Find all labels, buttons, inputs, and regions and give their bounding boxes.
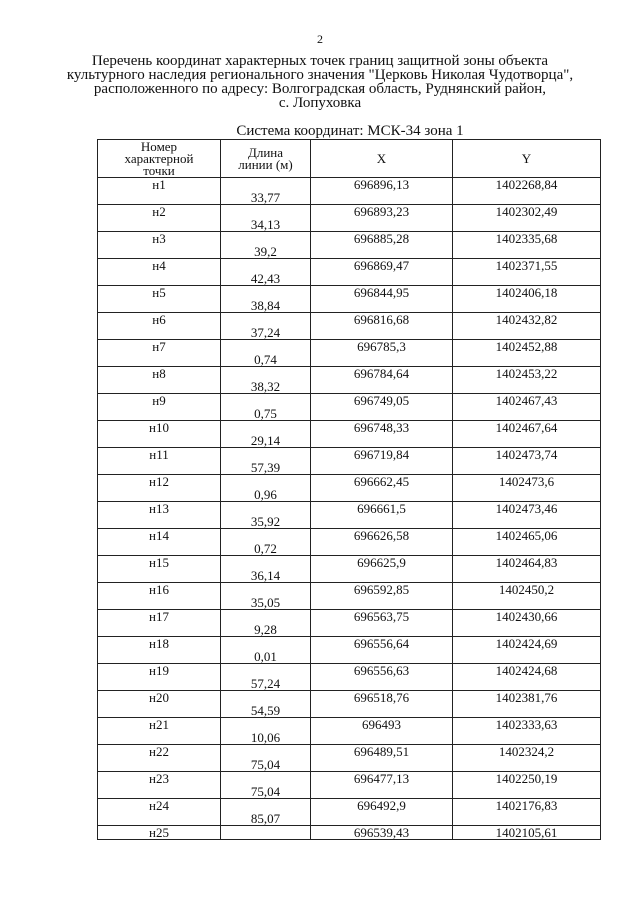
segment-length-cell: 0,96: [221, 488, 311, 502]
segment-length-row: [98, 623, 601, 637]
spacer-cell: [453, 380, 601, 394]
x-cell: 696896,13: [311, 178, 453, 192]
point-id-cell: н18: [98, 637, 221, 651]
length-cell-empty: [221, 394, 311, 408]
table-row: [98, 772, 601, 786]
length-cell-empty: [221, 583, 311, 597]
point-id-cell: н4: [98, 259, 221, 273]
header-text: линии (м): [238, 156, 293, 172]
segment-length-row: [98, 299, 601, 313]
spacer-cell: [311, 569, 453, 583]
table-body: [98, 178, 601, 840]
spacer-cell: [98, 461, 221, 475]
spacer-cell: [311, 704, 453, 718]
segment-length-cell: 0,01: [221, 650, 311, 664]
length-cell-empty: [221, 718, 311, 732]
spacer-cell: [311, 623, 453, 637]
spacer-cell: [311, 596, 453, 610]
spacer-cell: [311, 218, 453, 232]
length-cell-empty: [221, 637, 311, 651]
spacer-cell: [311, 191, 453, 205]
y-cell: 1402333,63: [453, 718, 601, 732]
spacer-cell: [311, 488, 453, 502]
y-cell: 1402430,66: [453, 610, 601, 624]
spacer-cell: [453, 272, 601, 286]
header-x: X: [311, 140, 453, 178]
table-row: [98, 232, 601, 246]
table-row: [98, 205, 601, 219]
spacer-cell: [453, 623, 601, 637]
segment-length-cell: 9,28: [221, 623, 311, 637]
spacer-cell: [311, 758, 453, 772]
y-cell: 1402467,43: [453, 394, 601, 408]
point-id-cell: н23: [98, 772, 221, 786]
document-title: [60, 54, 580, 110]
table-row: [98, 421, 601, 435]
spacer-cell: [98, 785, 221, 799]
coordinate-system-caption: Система координат: МСК-34 зона 1: [236, 123, 464, 139]
header-line-length: [221, 140, 311, 178]
length-cell-empty: [221, 232, 311, 246]
spacer-cell: [453, 191, 601, 205]
title-line: с. Лопуховка: [278, 95, 362, 111]
spacer-cell: [453, 407, 601, 421]
header-text: характерной: [124, 150, 194, 166]
spacer-cell: [98, 812, 221, 826]
y-cell: 1402406,18: [453, 286, 601, 300]
segment-length-cell: 57,24: [221, 677, 311, 691]
segment-length-row: [98, 218, 601, 232]
y-cell: 1402473,6: [453, 475, 601, 489]
length-cell-empty: [221, 313, 311, 327]
spacer-cell: [453, 569, 601, 583]
segment-length-cell: 57,39: [221, 461, 311, 475]
segment-length-row: [98, 407, 601, 421]
point-id-cell: н2: [98, 205, 221, 219]
point-id-cell: н16: [98, 583, 221, 597]
title-line: расположенного по адресу: Волгоградская область, Руднянский район,: [93, 81, 547, 97]
point-id-cell: н24: [98, 799, 221, 813]
y-cell: 1402464,83: [453, 556, 601, 570]
length-cell-empty: [221, 664, 311, 678]
y-cell: 1402250,19: [453, 772, 601, 786]
x-cell: 696661,5: [311, 502, 453, 516]
segment-length-row: [98, 569, 601, 583]
spacer-cell: [98, 650, 221, 664]
spacer-cell: [453, 245, 601, 259]
title-line: культурного наследия регионального значения "Церковь Николая Чудотворца",: [66, 67, 574, 83]
table-row: [98, 475, 601, 489]
segment-length-cell: 39,2: [221, 245, 311, 259]
length-cell-empty: [221, 745, 311, 759]
point-id-cell: н3: [98, 232, 221, 246]
point-id-cell: н20: [98, 691, 221, 705]
segment-length-row: [98, 785, 601, 799]
y-cell: 1402335,68: [453, 232, 601, 246]
segment-length-row: [98, 434, 601, 448]
y-cell: 1402176,83: [453, 799, 601, 813]
segment-length-cell: 0,72: [221, 542, 311, 556]
segment-length-cell: 36,14: [221, 569, 311, 583]
spacer-cell: [311, 461, 453, 475]
spacer-cell: [311, 677, 453, 691]
length-cell-empty: [221, 340, 311, 354]
y-cell: 1402424,68: [453, 664, 601, 678]
segment-length-row: [98, 677, 601, 691]
spacer-cell: [98, 488, 221, 502]
segment-length-cell: 38,32: [221, 380, 311, 394]
table-row: [98, 691, 601, 705]
table-row: [98, 367, 601, 381]
spacer-cell: [98, 704, 221, 718]
spacer-cell: [98, 218, 221, 232]
spacer-cell: [311, 785, 453, 799]
spacer-cell: [98, 542, 221, 556]
point-id-cell: н1: [98, 178, 221, 192]
header-point-number: [98, 140, 221, 178]
x-cell: 696816,68: [311, 313, 453, 327]
coordinates-table: [97, 139, 601, 840]
spacer-cell: [453, 785, 601, 799]
x-cell: 696749,05: [311, 394, 453, 408]
segment-length-row: [98, 191, 601, 205]
spacer-cell: [453, 218, 601, 232]
length-cell-empty: [221, 502, 311, 516]
spacer-cell: [311, 272, 453, 286]
x-cell: 696556,64: [311, 637, 453, 651]
point-id-cell: н14: [98, 529, 221, 543]
segment-length-cell: 85,07: [221, 812, 311, 826]
spacer-cell: [453, 515, 601, 529]
spacer-cell: [98, 407, 221, 421]
point-id-cell: н19: [98, 664, 221, 678]
segment-length-cell: 75,04: [221, 785, 311, 799]
y-cell: 1402105,61: [453, 826, 601, 840]
x-cell: 696563,75: [311, 610, 453, 624]
spacer-cell: [311, 380, 453, 394]
point-id-cell: н7: [98, 340, 221, 354]
segment-length-row: [98, 596, 601, 610]
segment-length-row: [98, 380, 601, 394]
y-cell: 1402371,55: [453, 259, 601, 273]
y-cell: 1402324,2: [453, 745, 601, 759]
y-cell: 1402268,84: [453, 178, 601, 192]
length-cell-empty: [221, 799, 311, 813]
point-id-cell: н8: [98, 367, 221, 381]
spacer-cell: [453, 758, 601, 772]
length-cell-empty: [221, 448, 311, 462]
point-id-cell: н5: [98, 286, 221, 300]
length-cell-empty: [221, 178, 311, 192]
segment-length-row: [98, 488, 601, 502]
spacer-cell: [453, 461, 601, 475]
point-id-cell: н12: [98, 475, 221, 489]
segment-length-row: [98, 245, 601, 259]
segment-length-cell: 29,14: [221, 434, 311, 448]
spacer-cell: [311, 731, 453, 745]
segment-length-cell: 34,13: [221, 218, 311, 232]
spacer-cell: [453, 542, 601, 556]
table-row: [98, 340, 601, 354]
table-header-row: [98, 140, 601, 178]
point-id-cell: н25: [98, 826, 221, 840]
segment-length-row: [98, 758, 601, 772]
segment-length-cell: 42,43: [221, 272, 311, 286]
point-id-cell: н6: [98, 313, 221, 327]
table-row: [98, 286, 601, 300]
segment-length-cell: 0,75: [221, 407, 311, 421]
spacer-cell: [311, 326, 453, 340]
point-id-cell: н11: [98, 448, 221, 462]
segment-length-row: [98, 515, 601, 529]
segment-length-cell: 75,04: [221, 758, 311, 772]
table-row: [98, 799, 601, 813]
x-cell: 696626,58: [311, 529, 453, 543]
point-id-cell: н13: [98, 502, 221, 516]
header-text: точки: [143, 162, 175, 178]
spacer-cell: [453, 299, 601, 313]
table-row: [98, 718, 601, 732]
x-cell: 696869,47: [311, 259, 453, 273]
length-cell-empty: [221, 286, 311, 300]
header-text: Номер: [140, 138, 178, 154]
spacer-cell: [98, 380, 221, 394]
point-id-cell: н10: [98, 421, 221, 435]
page-number: 2: [317, 32, 323, 46]
header-y: Y: [453, 140, 601, 178]
spacer-cell: [453, 812, 601, 826]
table-row: [98, 664, 601, 678]
spacer-cell: [453, 677, 601, 691]
length-cell-empty: [221, 529, 311, 543]
y-cell: 1402302,49: [453, 205, 601, 219]
spacer-cell: [98, 596, 221, 610]
x-cell: 696748,33: [311, 421, 453, 435]
y-cell: 1402424,69: [453, 637, 601, 651]
segment-length-cell: 0,74: [221, 353, 311, 367]
spacer-cell: [453, 596, 601, 610]
x-cell: 696592,85: [311, 583, 453, 597]
spacer-cell: [98, 272, 221, 286]
segment-length-cell: 38,84: [221, 299, 311, 313]
length-cell-empty: [221, 475, 311, 489]
x-cell: 696784,64: [311, 367, 453, 381]
x-cell: 696493: [311, 718, 453, 732]
segment-length-cell: 37,24: [221, 326, 311, 340]
point-id-cell: н17: [98, 610, 221, 624]
table-row: [98, 313, 601, 327]
table-row: [98, 556, 601, 570]
spacer-cell: [98, 623, 221, 637]
spacer-cell: [311, 650, 453, 664]
spacer-cell: [311, 542, 453, 556]
segment-length-row: [98, 704, 601, 718]
segment-length-row: [98, 542, 601, 556]
y-cell: 1402432,82: [453, 313, 601, 327]
spacer-cell: [311, 353, 453, 367]
spacer-cell: [453, 731, 601, 745]
spacer-cell: [453, 434, 601, 448]
spacer-cell: [98, 569, 221, 583]
length-cell-empty: [221, 259, 311, 273]
x-cell: 696785,3: [311, 340, 453, 354]
table-row: [98, 745, 601, 759]
spacer-cell: [98, 731, 221, 745]
spacer-cell: [98, 191, 221, 205]
segment-length-row: [98, 461, 601, 475]
spacer-cell: [98, 515, 221, 529]
spacer-cell: [311, 407, 453, 421]
x-cell: 696885,28: [311, 232, 453, 246]
spacer-cell: [98, 434, 221, 448]
table-row: [98, 610, 601, 624]
segment-length-cell: 10,06: [221, 731, 311, 745]
point-id-cell: н9: [98, 394, 221, 408]
spacer-cell: [98, 245, 221, 259]
y-cell: 1402473,74: [453, 448, 601, 462]
table-row: [98, 259, 601, 273]
point-id-cell: н22: [98, 745, 221, 759]
spacer-cell: [311, 299, 453, 313]
point-id-cell: н15: [98, 556, 221, 570]
x-cell: 696625,9: [311, 556, 453, 570]
spacer-cell: [453, 353, 601, 367]
segment-length-row: [98, 353, 601, 367]
table-row: [98, 583, 601, 597]
x-cell: 696844,95: [311, 286, 453, 300]
table-row: [98, 394, 601, 408]
spacer-cell: [311, 245, 453, 259]
x-cell: 696556,63: [311, 664, 453, 678]
segment-length-cell: 35,92: [221, 515, 311, 529]
x-cell: 696539,43: [311, 826, 453, 840]
length-cell-empty: [221, 610, 311, 624]
spacer-cell: [311, 812, 453, 826]
segment-length-row: [98, 650, 601, 664]
segment-length-row: [98, 731, 601, 745]
spacer-cell: [311, 515, 453, 529]
y-cell: 1402467,64: [453, 421, 601, 435]
length-cell-empty: [221, 556, 311, 570]
length-cell-empty: [221, 772, 311, 786]
length-cell-empty: [221, 367, 311, 381]
y-cell: 1402465,06: [453, 529, 601, 543]
segment-length-row: [98, 812, 601, 826]
segment-length-row: [98, 326, 601, 340]
table-row: [98, 448, 601, 462]
y-cell: 1402381,76: [453, 691, 601, 705]
spacer-cell: [453, 326, 601, 340]
spacer-cell: [311, 434, 453, 448]
table-row: [98, 637, 601, 651]
spacer-cell: [98, 299, 221, 313]
segment-length-cell: 33,77: [221, 191, 311, 205]
segment-length-cell: 54,59: [221, 704, 311, 718]
spacer-cell: [453, 488, 601, 502]
x-cell: 696719,84: [311, 448, 453, 462]
x-cell: 696662,45: [311, 475, 453, 489]
x-cell: 696518,76: [311, 691, 453, 705]
spacer-cell: [98, 353, 221, 367]
length-cell-empty: [221, 205, 311, 219]
x-cell: 696893,23: [311, 205, 453, 219]
x-cell: 696492,9: [311, 799, 453, 813]
y-cell: 1402473,46: [453, 502, 601, 516]
x-cell: 696489,51: [311, 745, 453, 759]
length-cell-empty: [221, 826, 311, 840]
y-cell: 1402452,88: [453, 340, 601, 354]
table-row: [98, 502, 601, 516]
title-line: Перечень координат характерных точек границ защитной зоны объекта: [91, 53, 549, 69]
table-row: [98, 826, 601, 840]
spacer-cell: [98, 677, 221, 691]
table-row: [98, 529, 601, 543]
spacer-cell: [98, 758, 221, 772]
segment-length-cell: 35,05: [221, 596, 311, 610]
segment-length-row: [98, 272, 601, 286]
spacer-cell: [453, 704, 601, 718]
x-cell: 696477,13: [311, 772, 453, 786]
point-id-cell: н21: [98, 718, 221, 732]
spacer-cell: [453, 650, 601, 664]
table-row: [98, 178, 601, 192]
length-cell-empty: [221, 691, 311, 705]
length-cell-empty: [221, 421, 311, 435]
spacer-cell: [98, 326, 221, 340]
header-text: Длина: [247, 144, 284, 160]
y-cell: 1402450,2: [453, 583, 601, 597]
y-cell: 1402453,22: [453, 367, 601, 381]
